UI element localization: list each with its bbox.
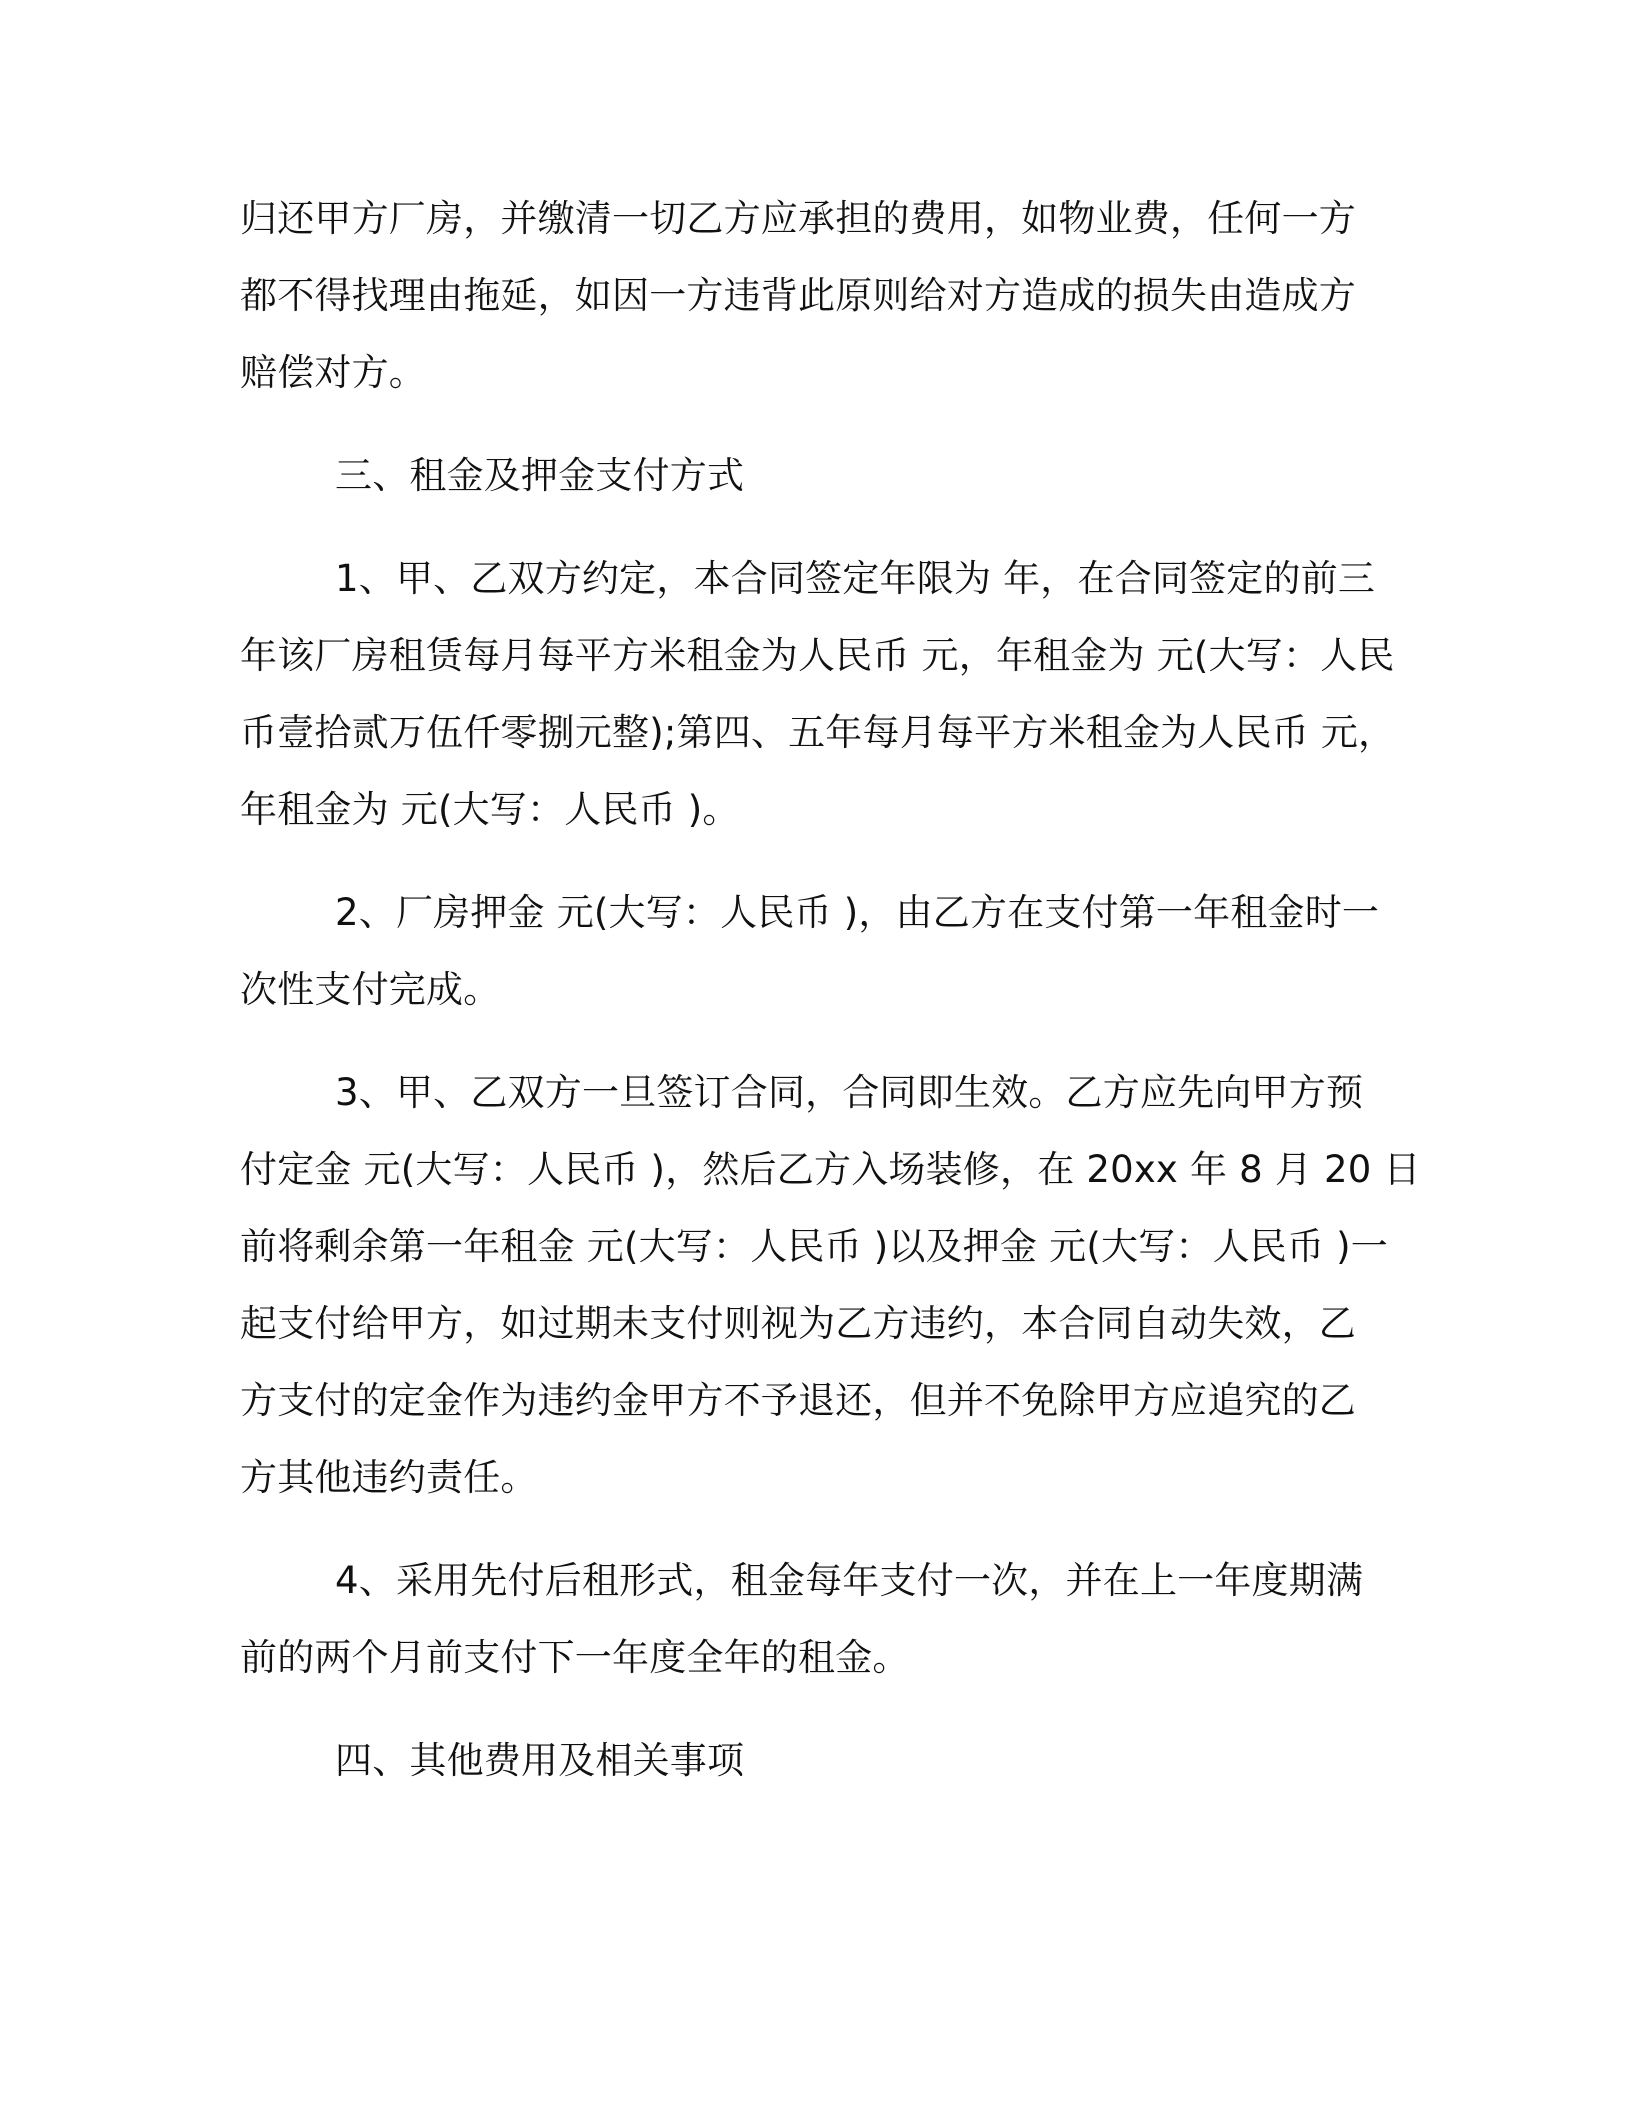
text-line: 归还甲方厂房，并缴清一切乙方应承担的费用，如物业费，任何一方 bbox=[240, 197, 1356, 240]
text-line: 3、甲、乙双方一旦签订合同，合同即生效。乙方应先向甲方预 bbox=[335, 1071, 1364, 1114]
text-line: 付定金 元(大写：人民币 )，然后乙方入场装修，在 20xx 年 8 月 20 日 bbox=[240, 1148, 1421, 1191]
text-line: 前将剩余第一年租金 元(大写：人民币 )以及押金 元(大写：人民币 )一 bbox=[240, 1225, 1388, 1268]
text-line: 次性支付完成。 bbox=[240, 968, 501, 1011]
text-line: 1、甲、乙双方约定，本合同签定年限为 年，在合同签定的前三 bbox=[335, 557, 1376, 600]
text-line: 赔偿对方。 bbox=[240, 351, 426, 394]
section-heading-3 bbox=[240, 437, 1380, 514]
clause-2 bbox=[240, 874, 1380, 1028]
section-title: 四、其他费用及相关事项 bbox=[335, 1739, 745, 1782]
text-line: 前的两个月前支付下一年度全年的租金。 bbox=[240, 1636, 910, 1679]
text-line: 4、采用先付后租形式，租金每年支付一次，并在上一年度期满 bbox=[335, 1559, 1364, 1602]
text-line: 年该厂房租赁每月每平方米租金为人民币 元，年租金为 元(大写：人民 bbox=[240, 634, 1395, 677]
text-line: 2、厂房押金 元(大写：人民币 )，由乙方在支付第一年租金时一 bbox=[335, 891, 1380, 934]
clause-1 bbox=[240, 540, 1396, 848]
text-line: 方支付的定金作为违约金甲方不予退还，但并不免除甲方应追究的乙 bbox=[240, 1379, 1356, 1422]
text-line: 方其他违约责任。 bbox=[240, 1456, 538, 1499]
section-title: 三、租金及押金支付方式 bbox=[335, 454, 745, 497]
paragraph-continuation bbox=[240, 180, 1380, 411]
text-line: 年租金为 元(大写：人民币 )。 bbox=[240, 788, 740, 831]
text-line: 都不得找理由拖延，如因一方违背此原则给对方造成的损失由造成方 bbox=[240, 274, 1356, 317]
clause-3 bbox=[240, 1054, 1421, 1516]
text-line: 起支付给甲方，如过期未支付则视为乙方违约，本合同自动失效，乙 bbox=[240, 1302, 1356, 1345]
section-heading-4 bbox=[240, 1722, 1380, 1799]
document-body bbox=[240, 180, 1421, 1799]
clause-4 bbox=[240, 1542, 1380, 1696]
text-line: 币壹拾贰万伍仟零捌元整);第四、五年每月每平方米租金为人民币 元， bbox=[240, 711, 1396, 754]
